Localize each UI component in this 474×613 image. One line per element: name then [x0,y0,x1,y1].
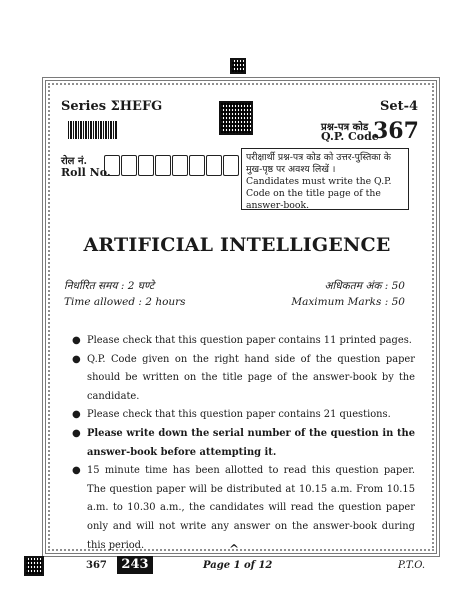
instruction-text: Q.P. Code given on the right hand side of the question paper should be written on the title page of the answer-book by the candidate. [87,353,415,402]
set-number: Set-4 [380,99,419,114]
bullet-icon: ● [72,427,81,439]
instruction-item [66,425,415,462]
time-allowed: Time allowed : 2 hours [64,296,186,308]
instruction-item [66,406,415,425]
footer-code: 367 [86,560,107,571]
qp-code-value: 367 [373,118,419,144]
instruction-text: Please check that this question paper contains 21 questions. [87,409,391,421]
caret-mark: ^ [229,542,240,556]
instruction-item [66,462,415,555]
bottom-qr-code-icon [24,556,44,576]
roll-label-hindi: रोल नं. [61,156,87,167]
page-indicator: Page 1 of 12 [203,560,273,571]
instruction-text: 15 minute time has been allotted to read this question paper. The question paper will be distributed at 10.15 a.m. From 10.15 a.m. to 10.30 a.m., the candidates will read the question paper only and will not write any answer on the answer-book during this period. [87,465,415,551]
maximum-marks: Maximum Marks : 50 [291,296,405,308]
subject-title: ARTIFICIAL INTELLIGENCE [83,234,391,256]
roll-digit-box[interactable] [172,155,188,176]
instructions-list [66,332,415,555]
qp-code-label: Q.P. Code [321,130,379,143]
candidate-notice-box [241,148,409,210]
roll-label: Roll No. [61,166,111,179]
qp-code-label-hindi: प्रश्न-पत्र कोड [321,122,369,133]
bullet-icon: ● [72,335,81,346]
bullet-icon: ● [72,465,81,477]
time-allowed-hindi: निर्धारित समय : 2 घण्टे [64,280,155,292]
instruction-item [66,332,415,351]
roll-digit-box[interactable] [155,155,171,176]
barcode-icon [68,121,118,139]
top-qr-code-icon [230,58,246,74]
instruction-text: Please write down the serial number of the question in the answer-book before attempting it. [87,427,415,458]
instruction-text: Please check that this question paper contains 11 printed pages. [87,335,412,346]
series-label: Series ΣHEFG [61,99,163,114]
notice-english: Candidates must write the Q.P. Code on the title page of the answer-book. [246,176,392,211]
bullet-icon: ● [72,353,81,365]
qr-code-icon [219,101,253,135]
instruction-item [66,351,415,407]
maximum-marks-hindi: अधिकतम अंक : 50 [324,280,405,292]
roll-digit-box[interactable] [206,155,222,176]
roll-digit-box[interactable] [121,155,137,176]
notice-hindi: परीक्षार्थी प्रश्न-पत्र कोड को उत्तर-पुस्तिका के मुख-पृष्ठ पर अवश्य लिखें । [246,152,391,175]
bullet-icon: ● [72,409,81,421]
roll-digit-box[interactable] [223,155,239,176]
roll-digit-box[interactable] [189,155,205,176]
pto-label: P.T.O. [398,560,426,571]
roll-number-boxes [104,155,240,176]
roll-digit-box[interactable] [104,155,120,176]
footer-number-badge: 243 [117,556,153,574]
roll-digit-box[interactable] [138,155,154,176]
